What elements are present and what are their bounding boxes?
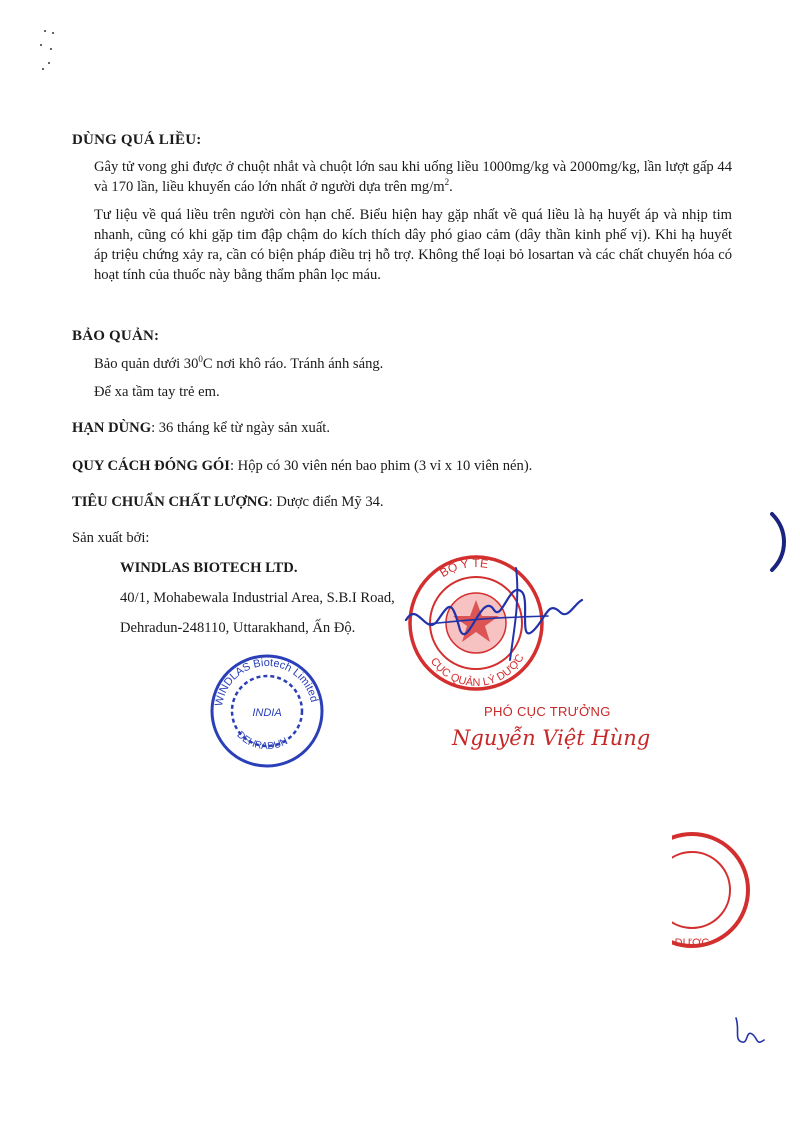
packaging-label: QUY CÁCH ĐÓNG GÓI xyxy=(72,458,230,474)
overdose-heading: DÙNG QUÁ LIỀU: xyxy=(72,132,202,148)
official-title: PHÓ CỤC TRƯỞNG xyxy=(484,704,611,719)
svg-text:INDIA: INDIA xyxy=(252,707,282,719)
quality-label: TIÊU CHUẨN CHẤT LƯỢNG xyxy=(72,494,269,510)
shelf-life-line xyxy=(72,418,732,438)
company-seal xyxy=(208,652,326,770)
svg-text:BỘ Y TẾ: BỘ Y TẾ xyxy=(437,555,490,581)
svg-text:WINDLAS Biotech Limited: WINDLAS Biotech Limited xyxy=(213,656,321,708)
overdose-section xyxy=(72,130,732,285)
packaging-line xyxy=(72,456,732,476)
initials-mark xyxy=(730,1010,770,1050)
svg-text:CỤC QUẢN LÝ DƯỢC: CỤC QUẢN LÝ DƯỢC xyxy=(427,652,527,690)
manufacturer-address-1: 40/1, Mohabewala Industrial Area, S.B.I Road, xyxy=(120,590,395,606)
handwritten-signature xyxy=(398,560,588,670)
overdose-paragraph-1: Gây tử vong ghi được ở chuột nhắt và chuột lớn sau khi uống liều 1000mg/kg và 2000mg/kg, lần lượt gấp 44 và 170 lần, liều khuyến cáo lớn nhất ở người dựa trên $mg/m^2$. xyxy=(94,159,732,195)
packaging-value: : Hộp có 30 viên nén bao phim (3 vỉ x 10 viên nén). xyxy=(229,458,533,474)
manufacturer-name: WINDLAS BIOTECH LTD. xyxy=(120,560,298,576)
svg-text:DƯỢC: DƯỢC xyxy=(674,937,710,949)
storage-heading: BẢO QUẢN: xyxy=(72,328,160,344)
overdose-paragraph-2: Tư liệu về quá liều trên người còn hạn chế. Biểu hiện hay gặp nhất về quá liều là hạ huyết áp và nhịp tim nhanh, cũng có khi gặp tim đập chậm do kích thích dây phó giao cảm (dây thần kinh phế vị). Khi hạ huyết áp triệu chứng xảy ra, cần có biện pháp điều trị hỗ trợ. Không thể loại bỏ losartan và các chất chuyển hóa có hoạt tính của thuốc này bằng thẩm phân lọc máu. xyxy=(94,207,732,283)
scan-specks xyxy=(34,26,70,76)
storage-section xyxy=(72,326,732,402)
shelf-life-label: HẠN DÙNG xyxy=(72,420,152,436)
manufacturer-intro: Sản xuất bởi: xyxy=(72,530,150,546)
quality-line xyxy=(72,492,732,512)
storage-line-1: Bảo quản dưới $30^0C$ nơi khô ráo. Tránh ánh sáng. xyxy=(94,354,384,372)
storage-line-2: Để xa tầm tay trẻ em. xyxy=(94,384,220,400)
svg-text:DEHRADUN: DEHRADUN xyxy=(234,729,290,753)
quality-value: : Dược điển Mỹ 34. xyxy=(268,494,384,510)
manufacturer-address-2: Dehradun-248110, Uttarakhand, Ấn Độ. xyxy=(120,620,356,636)
edge-pen-mark xyxy=(764,510,794,574)
shelf-life-value: : 36 tháng kể từ ngày sản xuất. xyxy=(151,420,331,436)
partial-ministry-seal xyxy=(672,830,772,980)
official-name: Nguyễn Việt Hùng xyxy=(452,726,651,750)
